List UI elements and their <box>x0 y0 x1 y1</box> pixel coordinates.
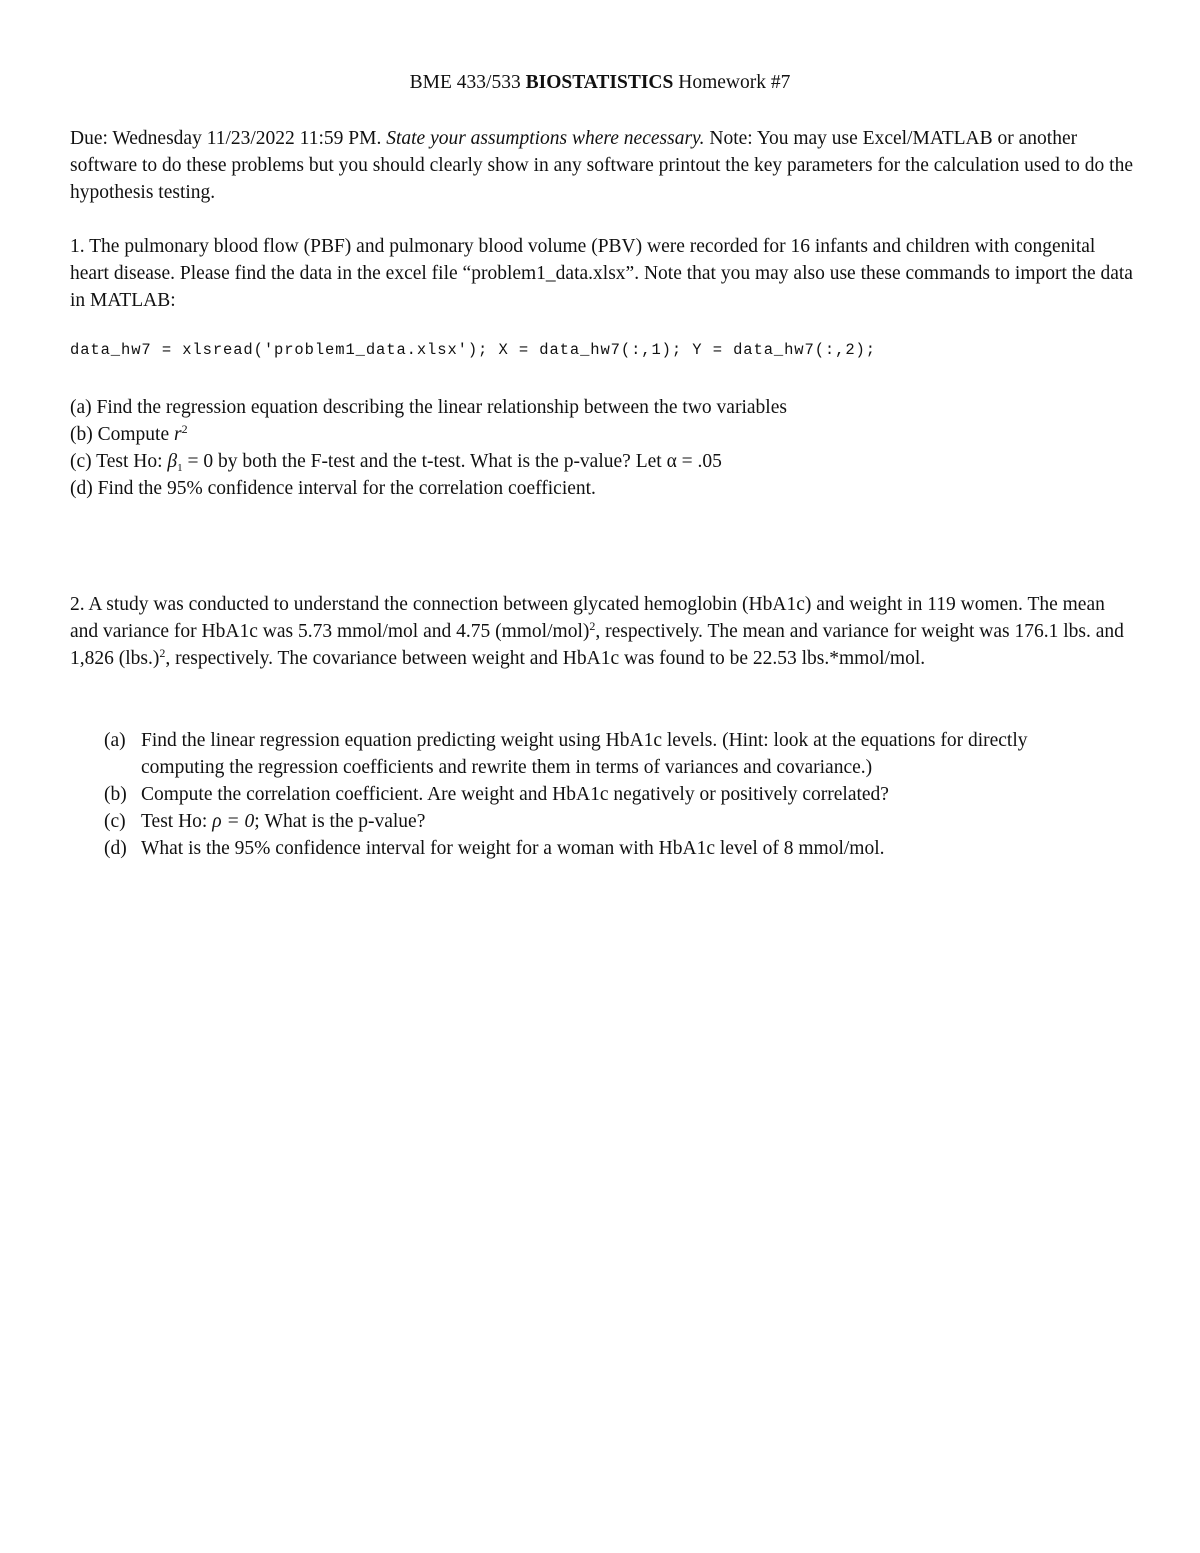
problem2-text-2: , respectively. The mean and variance for weight was 176.1 lbs. and 1,826 (lbs.) <box>70 621 1124 669</box>
course-code: BME 433/533 <box>409 72 526 93</box>
question-b-label: (b) Compute <box>70 424 174 445</box>
problem1-statement <box>70 233 1135 314</box>
problem2-text-3: , respectively. The covariance between weight and HbA1c was found to be 22.53 lbs.*mmol/mol. <box>165 648 926 669</box>
squared-exponent-2: 2 <box>159 646 166 660</box>
problem1-questions <box>70 394 1135 502</box>
beta-subscript: 1 <box>177 462 183 474</box>
question-label: (a) <box>104 730 126 751</box>
alpha-value: = .05 <box>676 451 722 472</box>
question-c-suffix: ; What is the p-value? <box>254 811 426 832</box>
question-text <box>141 808 1114 835</box>
assumptions-note: State your assumptions where necessary. <box>386 128 705 149</box>
software-note: Note: You may use Excel/MATLAB or another software to do these problems but you should clearly show in any software printout the key parameters for the calculation used to do the hypothesis testing. <box>70 128 1134 203</box>
problem1-question-a: (a) Find the regression equation describing the linear relationship between the two variables <box>70 397 787 418</box>
problem1-question-b <box>70 421 1135 448</box>
alpha-symbol: α <box>666 451 677 472</box>
question-c-prefix: Test Ho: <box>141 811 213 832</box>
r-variable: r <box>173 424 182 445</box>
homework-number: Homework #7 <box>673 72 791 93</box>
intro-paragraph <box>70 125 1135 206</box>
question-text: Find the linear regression equation predicting weight using HbA1c levels. (Hint: look at the equations for directly computing the regression coefficients and rewrite them in terms of variances and covariance.) <box>141 730 1028 778</box>
problem2-question-b <box>104 781 1114 808</box>
question-label: (d) <box>104 838 127 859</box>
question-label: (b) <box>104 784 127 805</box>
r-exponent: 2 <box>181 422 188 436</box>
problem1-text: 1. The pulmonary blood flow (PBF) and pulmonary blood volume (PBV) were recorded for 16 infants and children with congenital heart disease. Please find the data in the excel file “problem1_data.xlsx”. Note that you may also use these commands to import the data in MATLAB: <box>70 236 1133 311</box>
beta-symbol: β <box>167 451 178 472</box>
problem2-text-1: 2. A study was conducted to understand the connection between glycated hemoglobin (HbA1c) and weight in 119 women. The mean and variance for HbA1c was 5.73 mmol/mol and 4.75 (mmol/mol) <box>70 594 1105 642</box>
squared-exponent-1: 2 <box>589 619 596 633</box>
problem2-question-c <box>104 808 1114 835</box>
problem1-question-c <box>70 448 1135 475</box>
matlab-code: data_hw7 = xlsread('problem1_data.xlsx'); X = data_hw7(:,1); Y = data_hw7(:,2); <box>70 341 876 359</box>
course-name: BIOSTATISTICS <box>525 72 674 93</box>
question-label: (c) <box>104 811 126 832</box>
due-date: Due: Wednesday 11/23/2022 11:59 PM. <box>70 128 387 149</box>
problem2-question-a <box>104 727 1114 781</box>
question-text: What is the 95% confidence interval for weight for a woman with HbA1c level of 8 mmol/mol. <box>141 838 885 859</box>
question-c-text: = 0 by both the F-test and the t-test. What is the p-value? Let <box>182 451 667 472</box>
problem2-statement <box>70 591 1135 672</box>
document-title <box>0 72 1200 94</box>
problem2-question-d <box>104 835 1114 862</box>
question-c-label: (c) Test Ho: <box>70 451 168 472</box>
problem2-questions <box>104 727 1114 862</box>
question-text: Compute the correlation coefficient. Are weight and HbA1c negatively or positively correlated? <box>141 784 889 805</box>
problem1-question-d: (d) Find the 95% confidence interval for the correlation coefficient. <box>70 478 596 499</box>
rho-hypothesis: ρ = 0 <box>212 811 255 832</box>
